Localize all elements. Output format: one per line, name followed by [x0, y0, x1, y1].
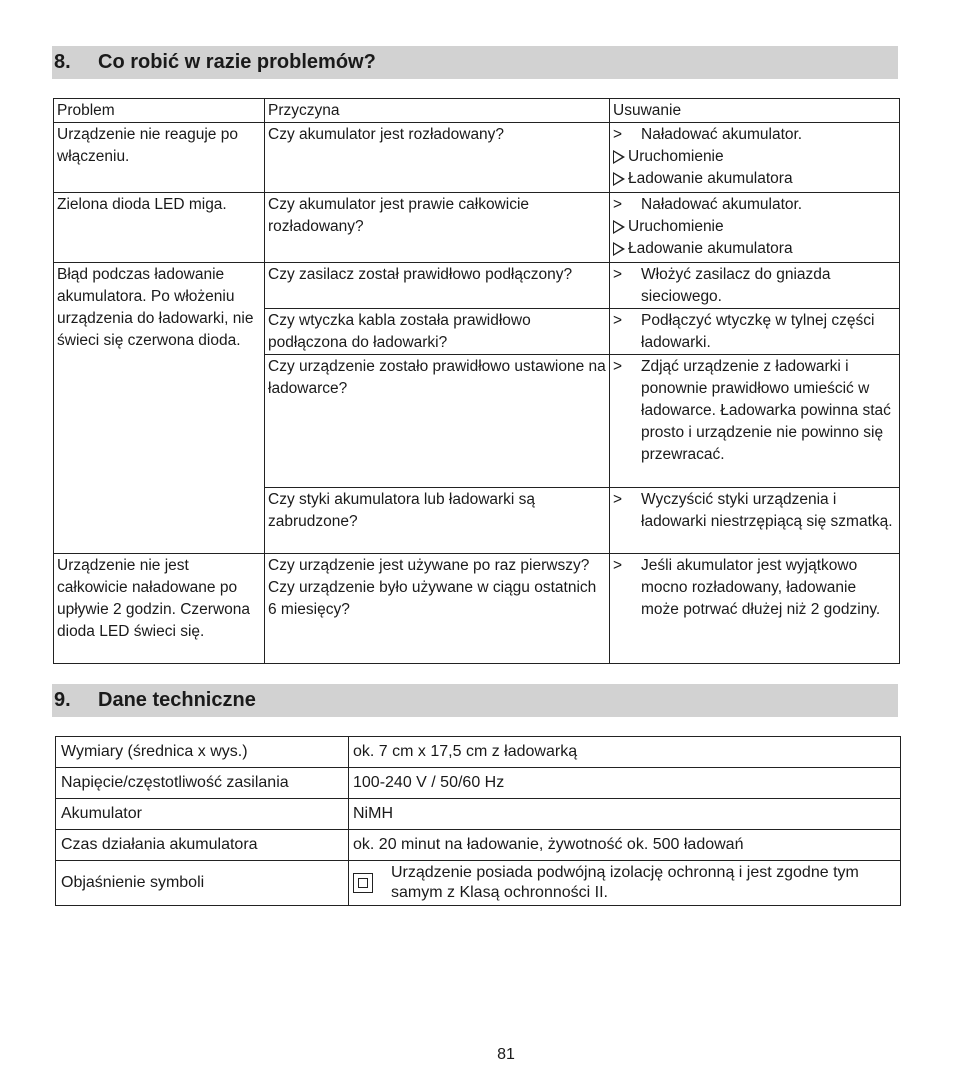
column-header-problem: Problem — [54, 99, 265, 123]
table-row — [54, 123, 900, 193]
remedy-text: Zdjąć urządzenie z ładowarki i ponownie prawidłowo umieścić w ładowarce. Ładowarka powinna stać prosto i urządzenie nie powinno się przewracać. — [641, 358, 891, 463]
table-row — [54, 193, 900, 263]
table-row — [56, 768, 901, 799]
cause-cell: Czy wtyczka kabla została prawidłowo podłączona do ładowarki? — [265, 309, 610, 355]
cross-reference — [613, 146, 896, 168]
reference-text: Ładowanie akumulatora — [628, 240, 793, 257]
remedy-text: Podłączyć wtyczkę w tylnej części ładowarki. — [641, 312, 875, 351]
table-row — [56, 737, 901, 768]
bullet-marker: > — [613, 358, 623, 375]
remedy-text: Jeśli akumulator jest wyjątkowo mocno rozładowany, ładowanie może potrwać dłużej niż 2 godziny. — [641, 557, 881, 618]
problem-cell: Błąd podczas ładowanie akumulatora. Po włożeniu urządzenia do ładowarki, nie świeci się czerwona dioda. — [54, 263, 265, 554]
remedy-cell — [610, 263, 900, 309]
cause-cell: Czy akumulator jest rozładowany? — [265, 123, 610, 193]
section-title: Dane techniczne — [98, 689, 256, 711]
section-9-header — [52, 684, 898, 717]
spec-label: Wymiary (średnica x wys.) — [56, 737, 349, 768]
bullet-marker: > — [613, 196, 623, 213]
remedy-text: Naładować akumulator. — [641, 126, 803, 143]
reference-arrow-icon — [613, 220, 625, 234]
problem-cell: Urządzenie nie reaguje po włączeniu. — [54, 123, 265, 193]
spec-value: Urządzenie posiada podwójną izolację ochronną i jest zgodne tym samym z Klasą ochronności II. — [391, 864, 859, 901]
cause-cell: Czy urządzenie jest używane po raz pierwszy? Czy urządzenie było używane w ciągu ostatnich 6 miesięcy? — [265, 554, 610, 664]
cross-reference — [613, 216, 896, 238]
spec-value: ok. 7 cm x 17,5 cm z ładowarką — [349, 737, 901, 768]
cause-cell: Czy zasilacz został prawidłowo podłączony? — [265, 263, 610, 309]
spec-label: Czas działania akumulatora — [56, 830, 349, 861]
column-header-cause: Przyczyna — [265, 99, 610, 123]
section-title: Co robić w razie problemów? — [98, 51, 376, 73]
reference-arrow-icon — [613, 150, 625, 164]
remedy-cell — [610, 355, 900, 488]
reference-text: Uruchomienie — [628, 148, 724, 165]
troubleshooting-table — [53, 98, 900, 664]
remedy-text: Naładować akumulator. — [641, 196, 803, 213]
spec-label: Objaśnienie symboli — [56, 861, 349, 906]
cross-reference — [613, 168, 896, 190]
cross-reference — [613, 238, 896, 260]
bullet-marker: > — [613, 491, 623, 508]
bullet-marker: > — [613, 557, 623, 574]
section-8-header — [52, 46, 898, 79]
bullet-marker: > — [613, 312, 623, 329]
reference-arrow-icon — [613, 242, 625, 256]
spec-value-cell — [349, 861, 901, 906]
table-row — [56, 830, 901, 861]
table-row — [54, 263, 900, 309]
spec-value: NiMH — [349, 799, 901, 830]
class-ii-double-insulation-icon — [353, 873, 373, 893]
problem-cell: Urządzenie nie jest całkowicie naładowane po upływie 2 godzin. Czerwona dioda LED świeci się. — [54, 554, 265, 664]
section-number: 9. — [54, 689, 71, 711]
cause-cell: Czy styki akumulatora lub ładowarki są zabrudzone? — [265, 488, 610, 554]
remedy-cell — [610, 193, 900, 263]
cause-cell: Czy akumulator jest prawie całkowicie rozładowany? — [265, 193, 610, 263]
remedy-cell — [610, 123, 900, 193]
spec-value: ok. 20 minut na ładowanie, żywotność ok. 500 ładowań — [349, 830, 901, 861]
spec-label: Napięcie/częstotliwość zasilania — [56, 768, 349, 799]
table-row — [54, 554, 900, 664]
spec-value: 100-240 V / 50/60 Hz — [349, 768, 901, 799]
technical-data-table — [55, 736, 901, 906]
page-number: 81 — [497, 1046, 515, 1063]
remedy-cell — [610, 488, 900, 554]
table-row — [56, 861, 901, 906]
cause-cell: Czy urządzenie zostało prawidłowo ustawione na ładowarce? — [265, 355, 610, 488]
reference-arrow-icon — [613, 172, 625, 186]
reference-text: Ładowanie akumulatora — [628, 170, 793, 187]
reference-text: Uruchomienie — [628, 218, 724, 235]
table-header-row — [54, 99, 900, 123]
spec-label: Akumulator — [56, 799, 349, 830]
bullet-marker: > — [613, 126, 623, 143]
problem-cell: Zielona dioda LED miga. — [54, 193, 265, 263]
section-number: 8. — [54, 51, 71, 73]
remedy-text: Wyczyścić styki urządzenia i ładowarki niestrzępiącą się szmatką. — [641, 491, 893, 530]
table-row — [56, 799, 901, 830]
bullet-marker: > — [613, 266, 623, 283]
column-header-remedy: Usuwanie — [610, 99, 900, 123]
remedy-text: Włożyć zasilacz do gniazda sieciowego. — [641, 266, 831, 305]
remedy-cell — [610, 554, 900, 664]
remedy-cell — [610, 309, 900, 355]
